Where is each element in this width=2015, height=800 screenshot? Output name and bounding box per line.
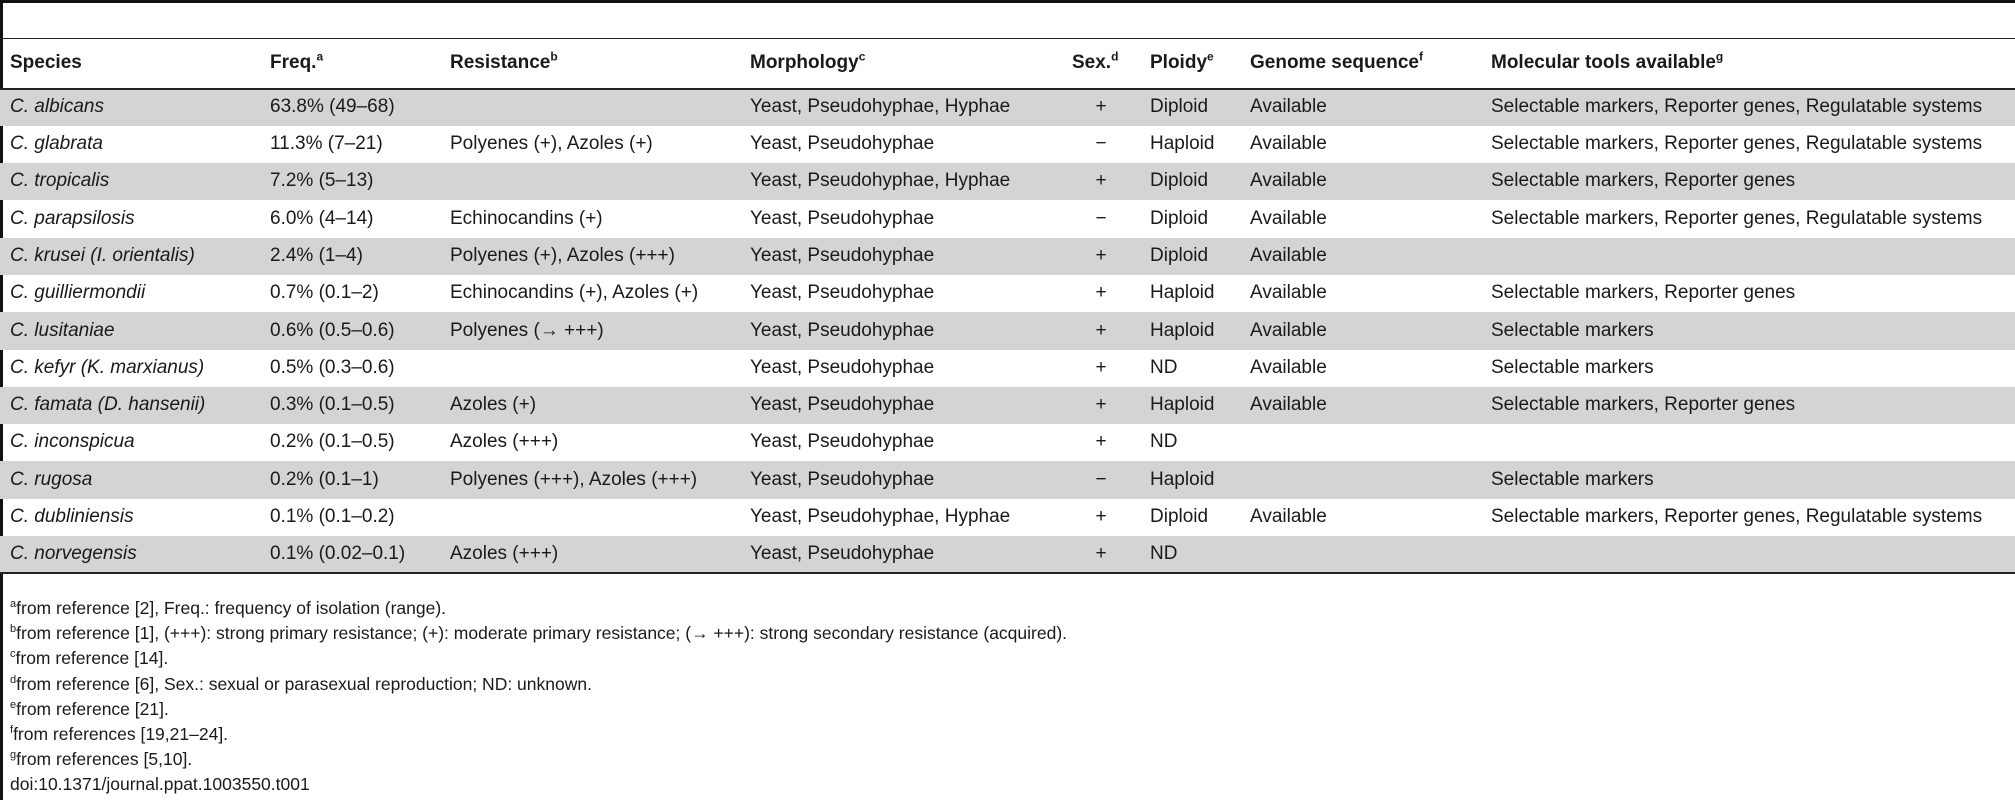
cell-ploidy: ND bbox=[1150, 542, 1178, 564]
cell-molecular-tools: Selectable markers, Reporter genes, Regulatable systems bbox=[1491, 96, 1983, 118]
cell-sex: − bbox=[1095, 133, 1107, 155]
cell-morphology: Yeast, Pseudohyphae bbox=[750, 356, 935, 378]
footnote-b: $^b$from reference [1], (+++): strong primary resistance; (+): moderate primary resistance; (→ +++): strong secondary resistance (acquired). bbox=[10, 623, 1068, 644]
cell-ploidy: Diploid bbox=[1150, 170, 1209, 192]
table-row bbox=[0, 312, 2015, 349]
cell-frequency: 2.4% (1–4) bbox=[270, 244, 363, 266]
footnote-g: $^g$from references [5,10]. bbox=[10, 749, 193, 770]
cell-morphology: Yeast, Pseudohyphae, Hyphae bbox=[750, 170, 1011, 192]
cell-morphology: Yeast, Pseudohyphae, Hyphae bbox=[750, 506, 1011, 528]
cell-molecular-tools: Selectable markers bbox=[1491, 356, 1654, 378]
footnote-f: $^f$from references [19,21–24]. bbox=[10, 724, 229, 745]
cell-sex: + bbox=[1095, 282, 1107, 304]
cell-molecular-tools: Selectable markers, Reporter genes bbox=[1491, 282, 1796, 304]
cell-genome-sequence bbox=[1240, 536, 1481, 573]
table-row bbox=[0, 200, 2015, 237]
table-row bbox=[0, 499, 2015, 536]
cell-genome-sequence bbox=[1240, 424, 1481, 461]
table-row bbox=[0, 424, 2015, 461]
cell-ploidy: Diploid bbox=[1150, 207, 1209, 229]
cell-species: C. albicans bbox=[10, 96, 104, 118]
table-row bbox=[0, 387, 2015, 424]
cell-genome-sequence: Available bbox=[1250, 244, 1327, 266]
cell-ploidy: ND bbox=[1150, 431, 1178, 453]
cell-genome-sequence: Available bbox=[1250, 356, 1327, 378]
table-row bbox=[0, 89, 2015, 126]
cell-species: C. tropicalis bbox=[10, 170, 110, 192]
cell-resistance: Polyenes (+), Azoles (+++) bbox=[450, 244, 675, 266]
table-row bbox=[0, 461, 2015, 498]
footnote-e: $^e$from reference [21]. bbox=[10, 698, 169, 719]
cell-species: C. kefyr (K. marxianus) bbox=[10, 356, 205, 378]
cell-genome-sequence: Available bbox=[1250, 170, 1327, 192]
table-row bbox=[0, 126, 2015, 163]
cell-species: C. parapsilosis bbox=[10, 207, 135, 229]
cell-resistance: Echinocandins (+), Azoles (+) bbox=[450, 282, 699, 304]
cell-ploidy: Haploid bbox=[1150, 133, 1215, 155]
table-container bbox=[0, 38, 2015, 574]
cell-sex: + bbox=[1095, 394, 1107, 416]
cell-ploidy: Diploid bbox=[1150, 506, 1209, 528]
cell-resistance: Polyenes (+), Azoles (+) bbox=[450, 133, 653, 155]
cell-species: C. krusei (I. orientalis) bbox=[10, 244, 195, 266]
footnote-d: $^d$from reference [6], Sex.: sexual or parasexual reproduction; ND: unknown. bbox=[10, 673, 592, 694]
cell-molecular-tools: Selectable markers, Reporter genes bbox=[1491, 170, 1796, 192]
table-row bbox=[0, 350, 2015, 387]
table-row bbox=[0, 275, 2015, 312]
cell-genome-sequence: Available bbox=[1250, 506, 1327, 528]
top-border bbox=[0, 0, 2015, 3]
cell-frequency: 0.2% (0.1–1) bbox=[270, 468, 379, 490]
column-header-sex: Sex.$^d$ bbox=[1072, 49, 1119, 73]
cell-frequency: 11.3% (7–21) bbox=[270, 133, 383, 155]
cell-species: C. inconspicua bbox=[10, 431, 135, 453]
cell-morphology: Yeast, Pseudohyphae bbox=[750, 282, 935, 304]
cell-species: C. guilliermondii bbox=[10, 282, 146, 304]
doi-text: doi:10.1371/journal.ppat.1003550.t001 bbox=[10, 774, 310, 795]
cell-species: C. famata (D. hansenii) bbox=[10, 394, 206, 416]
cell-molecular-tools: Selectable markers, Reporter genes, Regulatable systems bbox=[1491, 133, 1983, 155]
cell-species: C. rugosa bbox=[10, 468, 93, 490]
cell-molecular-tools bbox=[1481, 536, 2015, 573]
cell-morphology: Yeast, Pseudohyphae bbox=[750, 207, 935, 229]
cell-morphology: Yeast, Pseudohyphae bbox=[750, 542, 935, 564]
cell-resistance: Echinocandins (+) bbox=[450, 207, 603, 229]
column-header-resistance: Resistance$^b$ bbox=[450, 49, 558, 73]
column-header-ploidy: Ploidy$^e$ bbox=[1150, 49, 1214, 73]
cell-ploidy: Haploid bbox=[1150, 468, 1215, 490]
cell-resistance: Azoles (+++) bbox=[450, 542, 559, 564]
column-header-frequency: Freq.$^a$ bbox=[270, 49, 324, 73]
cell-species: C. dubliniensis bbox=[10, 506, 134, 528]
cell-frequency: 0.6% (0.5–0.6) bbox=[270, 319, 395, 341]
cell-resistance bbox=[440, 89, 740, 126]
cell-frequency: 0.1% (0.02–0.1) bbox=[270, 542, 406, 564]
cell-resistance bbox=[440, 350, 740, 387]
cell-molecular-tools: Selectable markers, Reporter genes bbox=[1491, 394, 1796, 416]
cell-morphology: Yeast, Pseudohyphae bbox=[750, 394, 935, 416]
candida-species-table bbox=[0, 38, 2015, 574]
cell-molecular-tools: Selectable markers bbox=[1491, 468, 1654, 490]
cell-molecular-tools bbox=[1481, 238, 2015, 275]
cell-genome-sequence: Available bbox=[1250, 282, 1327, 304]
cell-molecular-tools: Selectable markers bbox=[1491, 319, 1654, 341]
cell-resistance bbox=[440, 499, 740, 536]
cell-ploidy: Haploid bbox=[1150, 319, 1215, 341]
header-row bbox=[0, 39, 2015, 89]
cell-resistance bbox=[440, 163, 740, 200]
cell-morphology: Yeast, Pseudohyphae bbox=[750, 468, 935, 490]
cell-frequency: 6.0% (4–14) bbox=[270, 207, 374, 229]
cell-morphology: Yeast, Pseudohyphae bbox=[750, 319, 935, 341]
cell-molecular-tools bbox=[1481, 424, 2015, 461]
cell-ploidy: Diploid bbox=[1150, 244, 1209, 266]
cell-sex: + bbox=[1095, 542, 1107, 564]
column-header-species: Species bbox=[10, 51, 82, 73]
cell-species: C. norvegensis bbox=[10, 542, 137, 564]
cell-molecular-tools: Selectable markers, Reporter genes, Regulatable systems bbox=[1491, 506, 1983, 528]
cell-genome-sequence bbox=[1240, 461, 1481, 498]
cell-molecular-tools: Selectable markers, Reporter genes, Regulatable systems bbox=[1491, 207, 1983, 229]
cell-ploidy: Diploid bbox=[1150, 96, 1209, 118]
cell-morphology: Yeast, Pseudohyphae, Hyphae bbox=[750, 96, 1011, 118]
cell-frequency: 63.8% (49–68) bbox=[270, 96, 395, 118]
cell-ploidy: ND bbox=[1150, 356, 1178, 378]
cell-frequency: 0.7% (0.1–2) bbox=[270, 282, 379, 304]
footnote-a: $^a$from reference [2], Freq.: frequency of isolation (range). bbox=[10, 598, 447, 618]
cell-sex: + bbox=[1095, 244, 1107, 266]
table-body bbox=[0, 89, 2015, 574]
cell-genome-sequence: Available bbox=[1250, 319, 1327, 341]
table-row bbox=[0, 163, 2015, 200]
cell-frequency: 7.2% (5–13) bbox=[270, 170, 374, 192]
cell-frequency: 0.2% (0.1–0.5) bbox=[270, 431, 395, 453]
cell-genome-sequence: Available bbox=[1250, 133, 1327, 155]
column-header-molecular-tools: Molecular tools available$^g$ bbox=[1491, 49, 1724, 73]
cell-species: C. glabrata bbox=[10, 133, 103, 155]
column-header-genome-sequence: Genome sequence$^f$ bbox=[1250, 49, 1423, 73]
cell-genome-sequence: Available bbox=[1250, 96, 1327, 118]
cell-resistance: Azoles (+++) bbox=[450, 431, 559, 453]
cell-sex: + bbox=[1095, 506, 1107, 528]
table-row bbox=[0, 238, 2015, 275]
cell-ploidy: Haploid bbox=[1150, 282, 1215, 304]
cell-sex: + bbox=[1095, 170, 1107, 192]
cell-sex: + bbox=[1095, 356, 1107, 378]
cell-resistance: Polyenes (→ +++) bbox=[450, 319, 604, 341]
cell-frequency: 0.5% (0.3–0.6) bbox=[270, 356, 395, 378]
table-header bbox=[0, 39, 2015, 89]
cell-resistance: Azoles (+) bbox=[450, 394, 537, 416]
table-row bbox=[0, 536, 2015, 573]
footnote-c: $^c$from reference [14]. bbox=[10, 648, 169, 669]
cell-frequency: 0.3% (0.1–0.5) bbox=[270, 394, 395, 416]
cell-sex: − bbox=[1095, 207, 1107, 229]
cell-sex: + bbox=[1095, 96, 1107, 118]
cell-frequency: 0.1% (0.1–0.2) bbox=[270, 506, 395, 528]
cell-ploidy: Haploid bbox=[1150, 394, 1215, 416]
cell-genome-sequence: Available bbox=[1250, 394, 1327, 416]
cell-sex: + bbox=[1095, 319, 1107, 341]
cell-morphology: Yeast, Pseudohyphae bbox=[750, 133, 935, 155]
cell-morphology: Yeast, Pseudohyphae bbox=[750, 244, 935, 266]
table-footnotes bbox=[10, 596, 1067, 798]
cell-species: C. lusitaniae bbox=[10, 319, 115, 341]
cell-sex: + bbox=[1095, 431, 1107, 453]
cell-sex: − bbox=[1095, 468, 1107, 490]
cell-genome-sequence: Available bbox=[1250, 207, 1327, 229]
cell-morphology: Yeast, Pseudohyphae bbox=[750, 431, 935, 453]
column-header-morphology: Morphology$^c$ bbox=[750, 49, 866, 73]
cell-resistance: Polyenes (+++), Azoles (+++) bbox=[450, 468, 698, 490]
